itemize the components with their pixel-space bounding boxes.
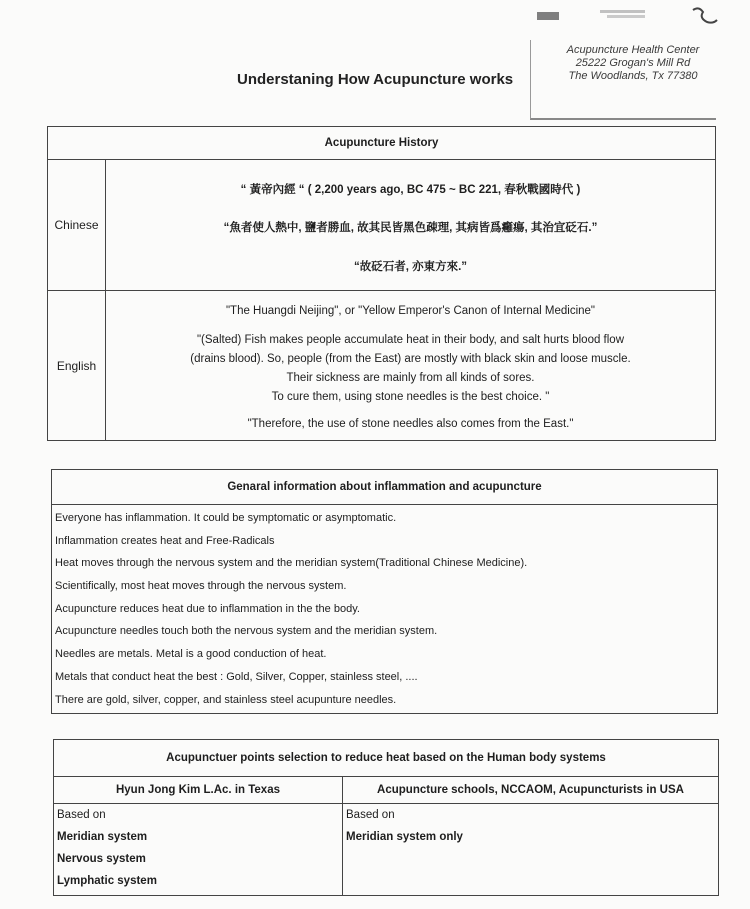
english-title: "The Huangdi Neijing", or "Yellow Emperor's Canon of Internal Medicine" bbox=[225, 304, 596, 317]
chinese-line-2: “魚者使人熱中, 鹽者勝血, 故其民皆黑色疎理, 其病皆爲癰瘍, 其治宜砭石.” bbox=[223, 221, 598, 234]
info-item-7: Needles are metals. Metal is a good conduction of heat. bbox=[55, 648, 327, 661]
english-text-cell bbox=[106, 291, 716, 441]
stamp-marks bbox=[535, 4, 735, 26]
left-item-based: Based on bbox=[57, 809, 106, 821]
selection-heading: Acupunctuer points selection to reduce heat based on the Human body systems bbox=[54, 740, 719, 777]
clinic-city: The Woodlands, Tx 77380 bbox=[568, 70, 698, 82]
info-item-8: Metals that conduct heat the best : Gold, Silver, Copper, stainless steel, .... bbox=[55, 670, 418, 683]
clinic-address bbox=[548, 44, 718, 83]
left-item-meridian: Meridian system bbox=[57, 831, 148, 843]
clinic-name: Acupuncture Health Center bbox=[566, 44, 700, 56]
page-title: Understaning How Acupuncture works bbox=[237, 71, 514, 88]
general-info-table bbox=[51, 469, 718, 714]
english-line-2: (drains blood). So, people (from the East) are mostly with black skin and loose muscle. bbox=[190, 352, 631, 365]
english-line-1: "(Salted) Fish makes people accumulate heat in their body, and salt hurts blood flow bbox=[196, 333, 625, 346]
english-line-4: To cure them, using stone needles is the best choice. " bbox=[271, 390, 550, 403]
chinese-line-1: “ 黃帝內經 “ ( 2,200 years ago, BC 475 ~ BC 221, 春秋戰國時代 ) bbox=[240, 183, 581, 196]
chinese-label: Chinese bbox=[48, 160, 106, 291]
right-column-cell bbox=[343, 804, 719, 896]
info-item-3: Heat moves through the nervous system and the meridian system(Traditional Chinese Medicine). bbox=[55, 557, 528, 570]
info-item-5: Acupuncture reduces heat due to inflammation in the the body. bbox=[55, 602, 360, 615]
general-info-list bbox=[52, 505, 718, 714]
english-last: "Therefore, the use of stone needles also comes from the East." bbox=[247, 417, 574, 430]
general-heading: Genaral information about inflammation and acupuncture bbox=[52, 470, 718, 505]
info-item-4: Scientifically, most heat moves through the nervous system. bbox=[55, 580, 347, 593]
english-label: English bbox=[48, 291, 106, 441]
left-column-header: Hyun Jong Kim L.Ac. in Texas bbox=[54, 777, 343, 804]
left-column-cell bbox=[54, 804, 343, 896]
chinese-text-cell bbox=[106, 160, 716, 291]
english-line-3: Their sickness are mainly from all kinds of sores. bbox=[286, 371, 535, 384]
left-item-lymphatic: Lymphatic system bbox=[57, 875, 157, 887]
info-item-9: There are gold, silver, copper, and stainless steel acupunture needles. bbox=[55, 693, 397, 706]
right-item-based: Based on bbox=[346, 809, 395, 821]
info-item-1: Everyone has inflammation. It could be symptomatic or asymptomatic. bbox=[55, 512, 397, 524]
left-item-nervous: Nervous system bbox=[57, 853, 146, 865]
info-item-6: Acupuncture needles touch both the nervous system and the meridian system. bbox=[55, 625, 438, 638]
info-item-2: Inflammation creates heat and Free-Radicals bbox=[55, 534, 275, 547]
right-column-header: Acupuncture schools, NCCAOM, Acupuncturists in USA bbox=[343, 777, 719, 804]
right-item-meridian: Meridian system only bbox=[346, 831, 463, 843]
clinic-street: 25222 Grogan's Mill Rd bbox=[575, 57, 691, 69]
chinese-line-3: “故砭石者, 亦東方來.” bbox=[353, 260, 468, 273]
history-table bbox=[47, 126, 716, 441]
point-selection-table bbox=[53, 739, 719, 896]
history-heading: Acupuncture History bbox=[48, 127, 716, 160]
